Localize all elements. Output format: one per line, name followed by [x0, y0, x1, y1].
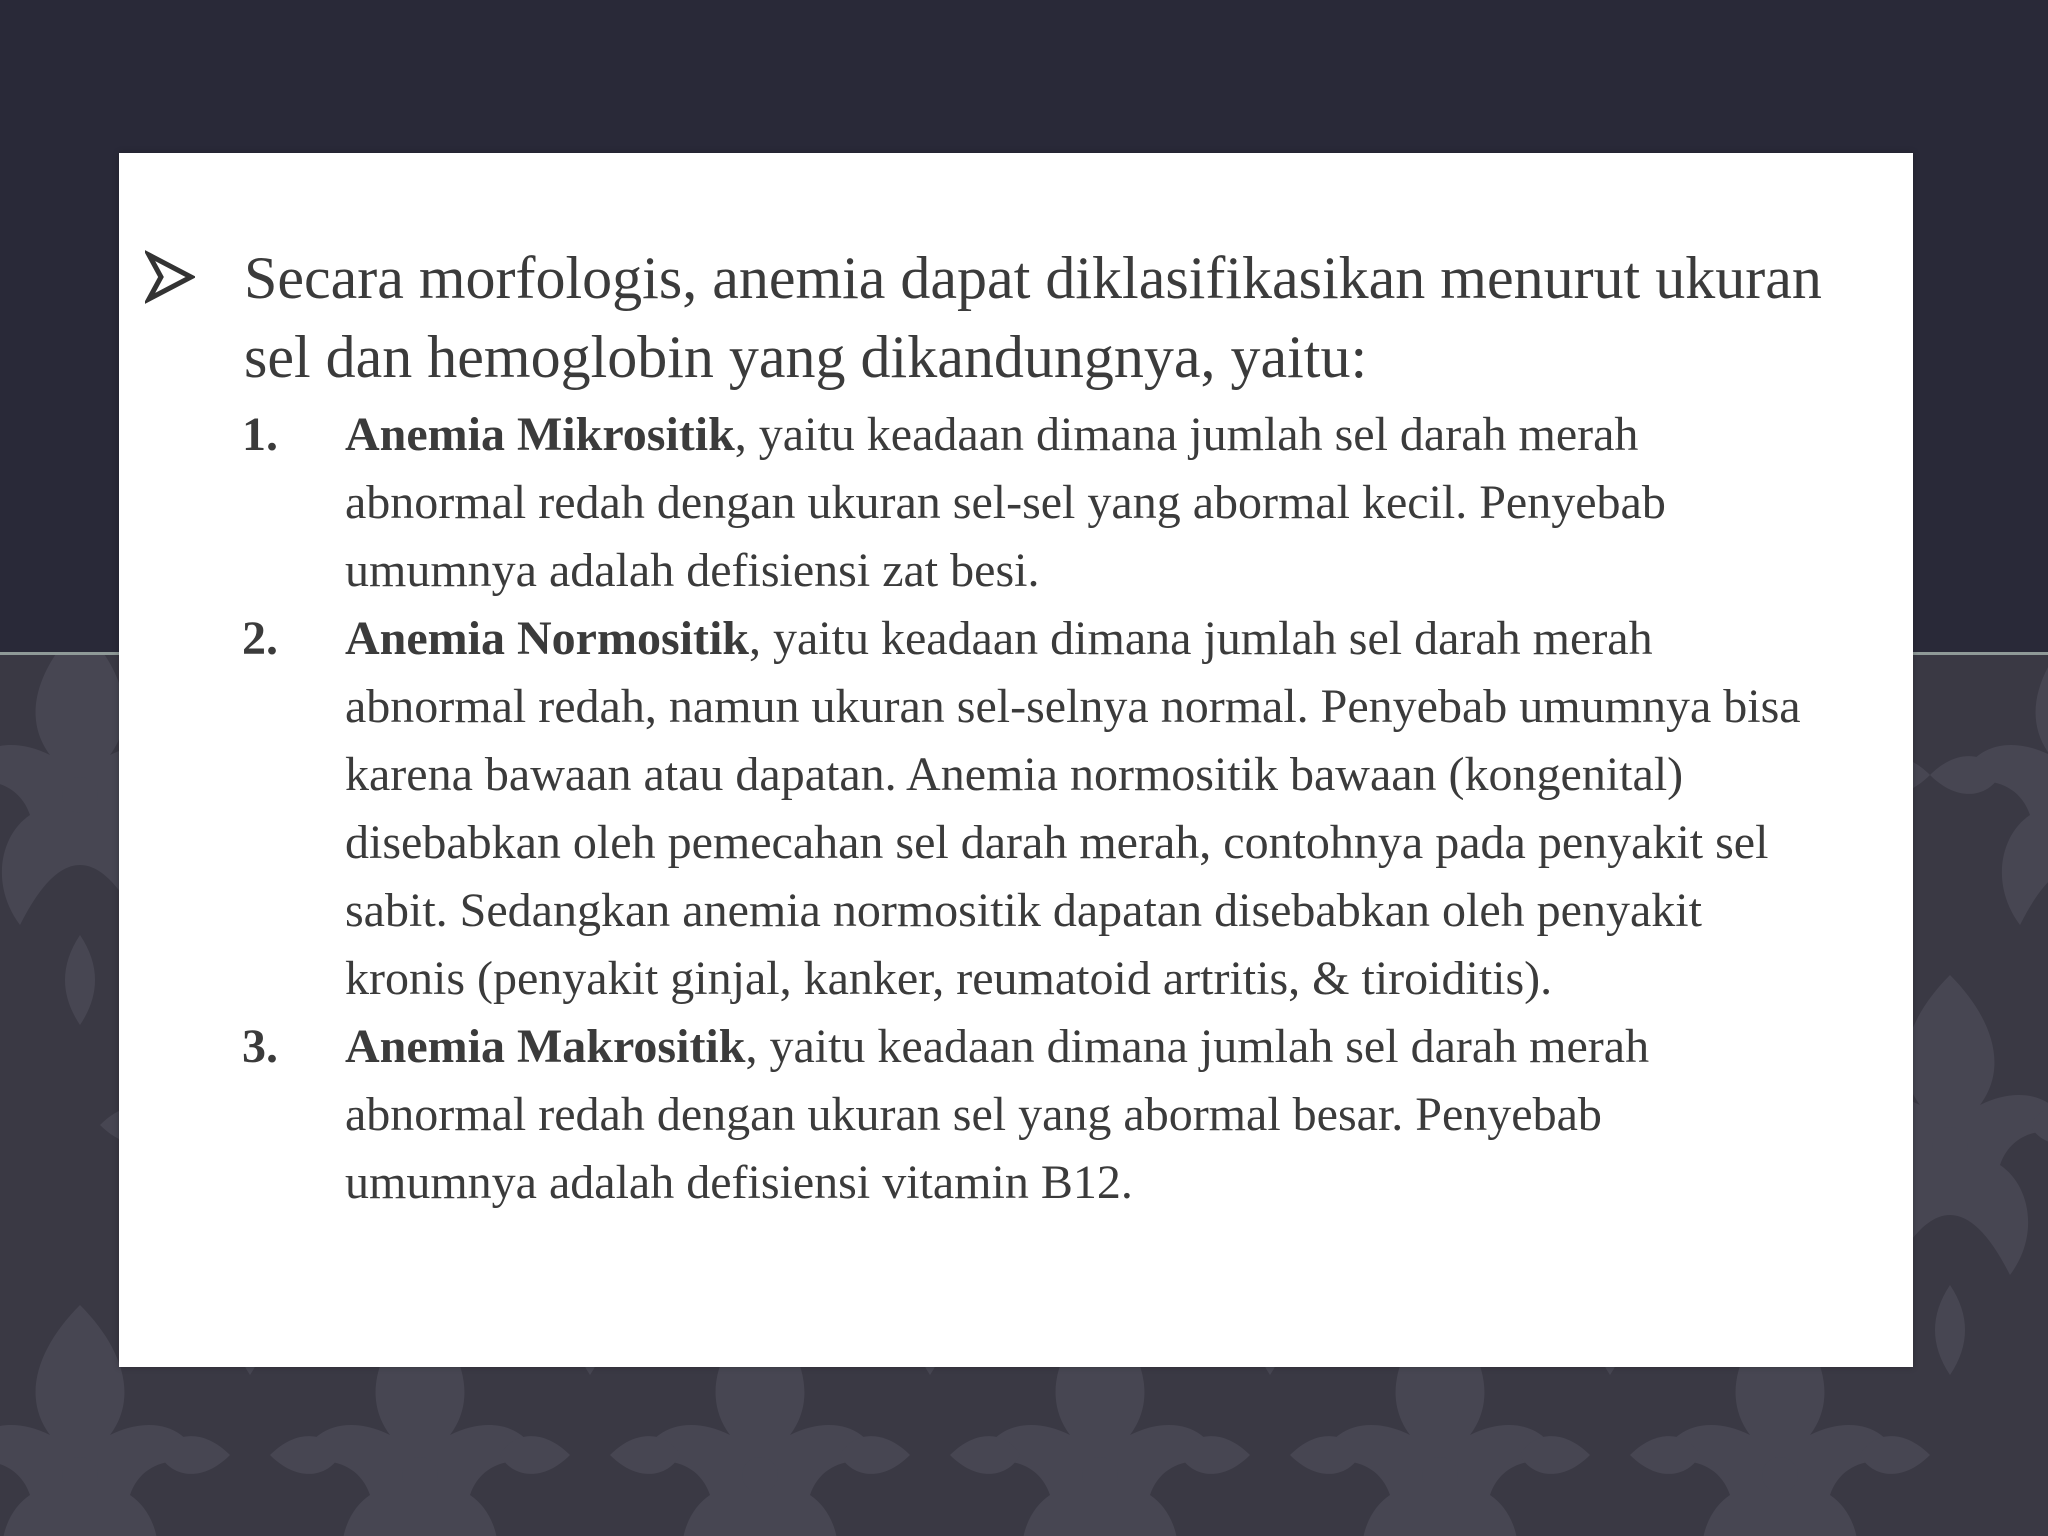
list-item-term: Anemia Normositik — [345, 612, 749, 665]
list-item-text: , yaitu keadaan dimana jumlah sel darah merah abnormal redah dengan ukuran sel yang abormal besar. Penyebab umumnya adalah defisiensi vitamin B12. — [345, 1020, 1650, 1209]
slide-content-box — [119, 153, 1913, 1367]
lead-text: Secara morfologis, anemia dapat diklasifikasikan menurut ukuran sel dan hemoglobin yang dikandungnya, yaitu: — [244, 245, 1822, 390]
lead-paragraph — [145, 239, 1885, 397]
list-item-number: 3. — [242, 1020, 278, 1073]
list-item-term: Anemia Makrositik — [345, 1020, 746, 1073]
list-item-number: 1. — [242, 408, 278, 461]
list-item-makrositik — [242, 1013, 1805, 1217]
arrowhead-bullet-icon — [145, 247, 195, 307]
list-item-mikrositik — [242, 401, 1805, 605]
classification-list — [119, 401, 1913, 1217]
list-item-text: , yaitu keadaan dimana jumlah sel darah merah abnormal redah, namun ukuran sel-selnya normal. Penyebab umumnya bisa karena bawaan atau dapatan. Anemia normositik bawaan (kongenital) disebabkan oleh pemecahan sel darah merah, contohnya pada penyakit sel sabit. Sedangkan anemia normositik dapatan disebabkan oleh penyakit kronis (penyakit ginjal, kanker, reumatoid artritis, & tiroiditis). — [345, 612, 1801, 1005]
list-item-normositik — [242, 605, 1805, 1013]
list-item-text: , yaitu keadaan dimana jumlah sel darah merah abnormal redah dengan ukuran sel-sel yang abormal kecil. Penyebab umumnya adalah defisiensi zat besi. — [345, 408, 1666, 597]
list-item-number: 2. — [242, 612, 278, 665]
list-item-term: Anemia Mikrositik — [345, 408, 735, 461]
